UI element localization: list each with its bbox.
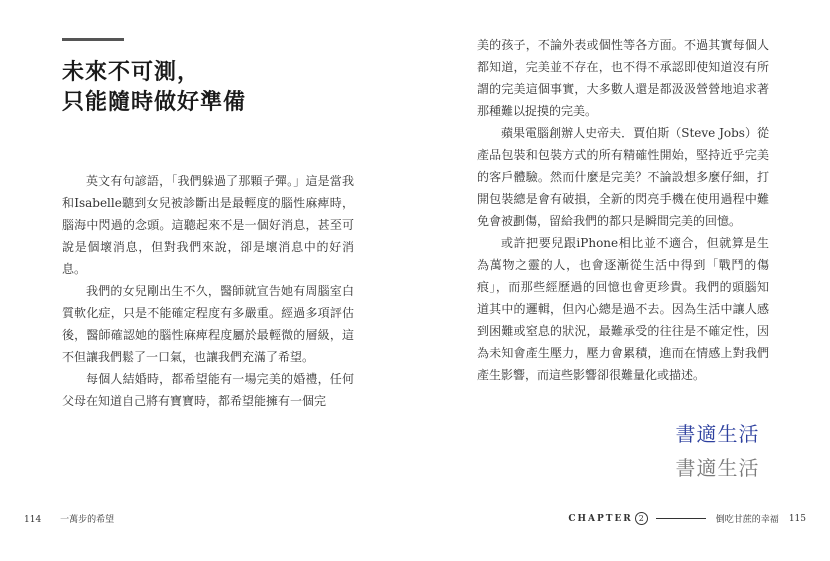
page-number: 115 (788, 513, 806, 524)
watermark-secondary: 書適生活 (675, 456, 760, 480)
right-body-text (477, 34, 769, 386)
left-body-text (62, 170, 354, 412)
paragraph: 我們的女兒剛出生不久，醫師就宣告她有周腦室白質軟化症，只是不能確定程度有多嚴重。經過多項評估後，醫師確認她的腦性麻痺程度屬於最輕微的層級，這不但讓我們鬆了一口氣，也讓我們充滿了希望。 (62, 284, 354, 364)
paragraph: 蘋果電腦創辦人史帝夫．賈伯斯（Steve Jobs）從產品包裝和包裝方式的所有精確性開始，堅持近乎完美的客戶體驗。然而什麼是完美？不論設想多麼仔細，打開包裝總是會有破損，全新的閃亮手機在使用過程中難免會被劃傷，留給我們的都只是瞬間完美的回憶。 (477, 126, 769, 228)
paragraph: 每個人結婚時，都希望能有一場完美的婚禮，任何父母在知道自己將有寶寶時，都希望能擁有一個完 (62, 372, 354, 408)
heading-line-1: 未來不可測， (62, 60, 201, 85)
title-accent-bar (62, 38, 124, 41)
left-footer (24, 512, 114, 525)
page-number: 114 (24, 515, 42, 525)
right-page (415, 0, 830, 561)
paragraph: 英文有句諺語，「我們躲過了那顆子彈。」這是當我和Isabelle聽到女兒被診斷出是最輕度的腦性麻痺時，腦海中閃過的念頭。這聽起來不是一個好消息，甚至可說是個壞消息，但對我們來說，卻是壞消息中的好消息。 (62, 174, 354, 276)
chapter-heading (62, 58, 246, 118)
paragraph: 美的孩子，不論外表或個性等各方面。不過其實每個人都知道，完美並不存在，也不得不承認即使知道沒有所謂的完美這個事實，大多數人還是都汲汲營營地追求著那種難以捉摸的完美。 (477, 38, 769, 118)
footer-divider (656, 518, 706, 519)
section-title: 倒吃甘蔗的幸福 (715, 515, 779, 525)
book-title: 一萬步的希望 (60, 515, 115, 525)
watermark-primary: 書適生活 (675, 422, 760, 446)
paragraph: 或許把要兒跟iPhone相比並不適合，但就算是生為萬物之靈的人，也會逐漸從生活中得到「戰鬥的傷痕」，而那些經歷過的回憶也會更珍貴。我們的頭腦知道其中的邏輯，但內心總是過不去。因為生活中讓人感到困難或窒息的狀況，最難承受的往往是不確定性，因為未知會產生壓力，壓力會累積，進而在情感上對我們產生影響，而這些影響卻很難量化或描述。 (477, 236, 769, 382)
chapter-label: CHAPTER (568, 513, 633, 524)
chapter-number-badge: 2 (635, 512, 648, 525)
heading-line-2: 只能隨時做好準備 (62, 90, 247, 115)
right-footer (568, 512, 806, 525)
